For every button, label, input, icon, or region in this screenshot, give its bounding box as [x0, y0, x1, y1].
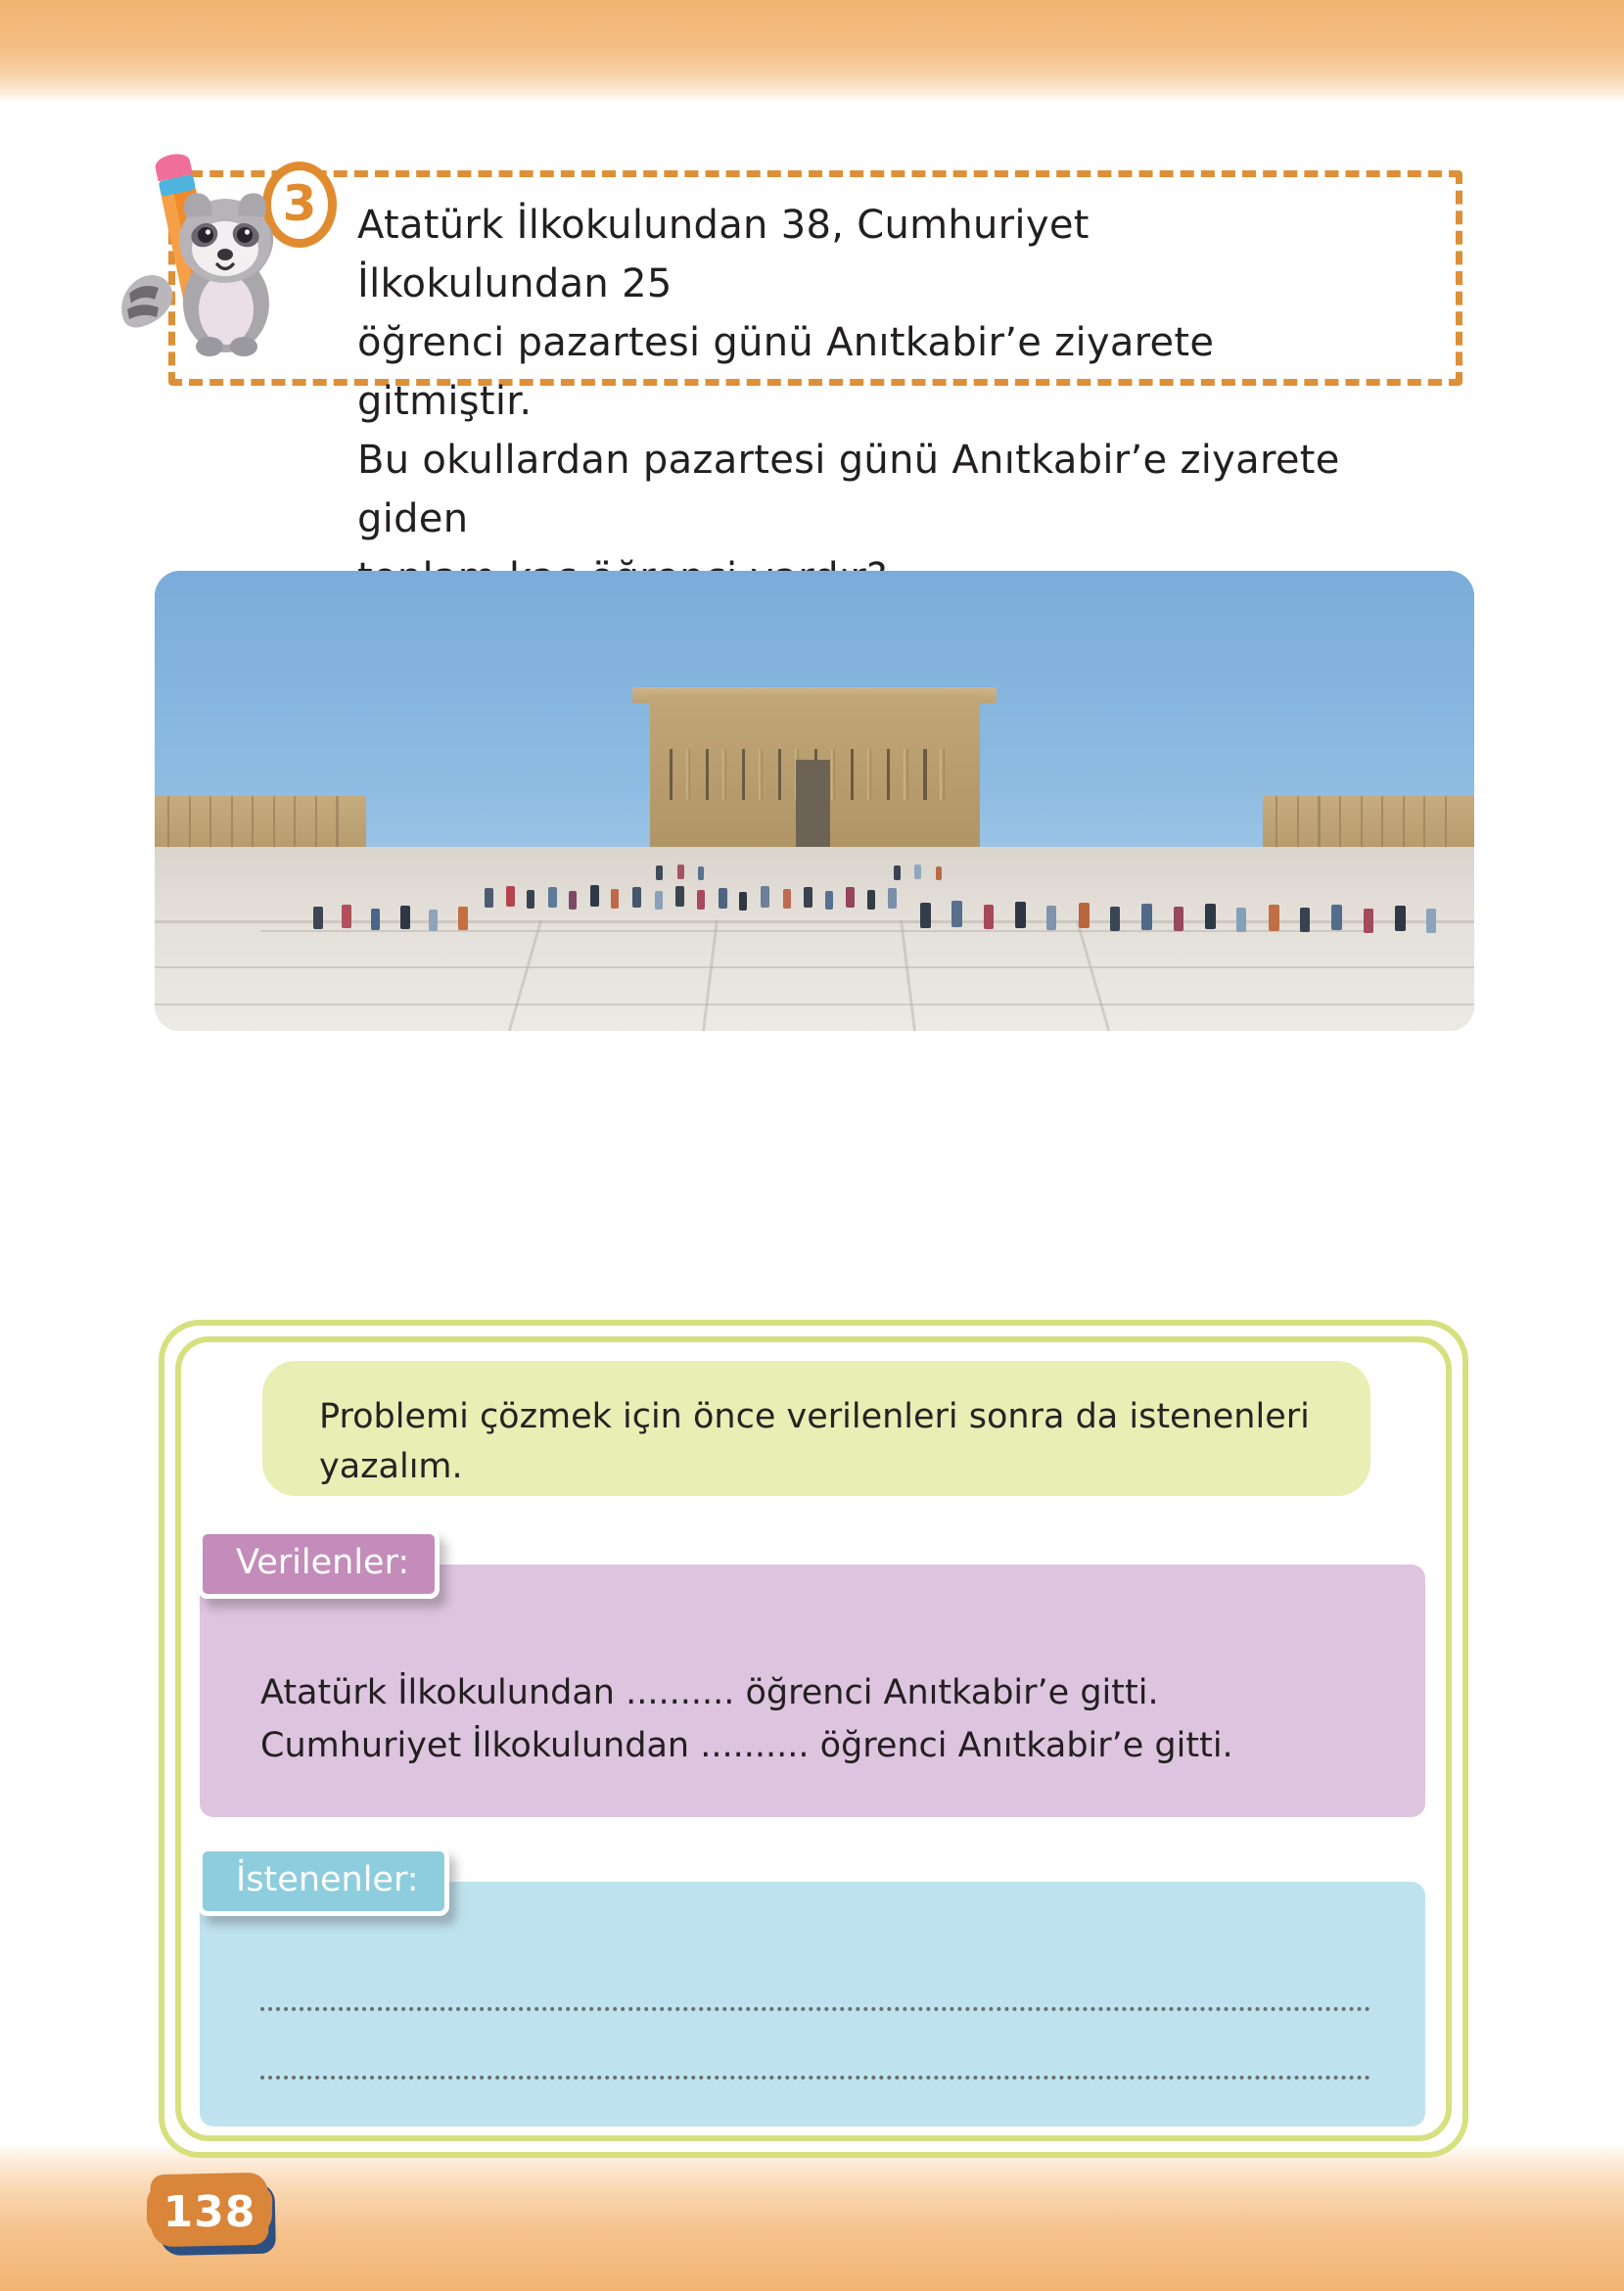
page-number-label: 138 [162, 2186, 256, 2237]
hint-line-2: yazalım. [319, 1446, 463, 1486]
header-gradient-band [0, 0, 1624, 102]
given-box-label: Verilenler: [198, 1529, 440, 1599]
given-line-2: Cumhuriyet İlkokulundan .......... öğrenci Anıtkabir’e gitti. [260, 1726, 1233, 1766]
hint-bubble [262, 1361, 1370, 1496]
answer-line-2[interactable] [260, 2076, 1370, 2080]
page-number-badge [147, 2170, 276, 2260]
question-line-2: öğrenci pazartesi günü Anıtkabir’e ziyarete gitmiştir. [357, 320, 1215, 424]
hint-line-1: Problemi çözmek için önce verilenleri sonra da istenenleri [319, 1397, 1310, 1436]
question-text [357, 196, 1346, 607]
question-line-3: Bu okullardan pazartesi günü Anıtkabir’e ziyarete giden [357, 438, 1340, 541]
photo-mausoleum-entrance [796, 760, 830, 847]
given-box [200, 1543, 1425, 1817]
question-line-1: Atatürk İlkokulundan 38, Cumhuriyet İlkokulundan 25 [357, 203, 1090, 306]
question-number-label: 3 [282, 174, 317, 232]
anitkabir-photo [155, 571, 1474, 1031]
asked-box-label: İstenenler: [198, 1847, 449, 1916]
asked-box[interactable] [200, 1860, 1425, 2127]
raccoon-mascot-icon [116, 147, 302, 362]
answer-line-1[interactable] [260, 2007, 1370, 2011]
given-box-text [260, 1666, 1386, 1773]
given-line-1: Atatürk İlkokulundan .......... öğrenci Anıtkabir’e gitti. [260, 1673, 1159, 1712]
